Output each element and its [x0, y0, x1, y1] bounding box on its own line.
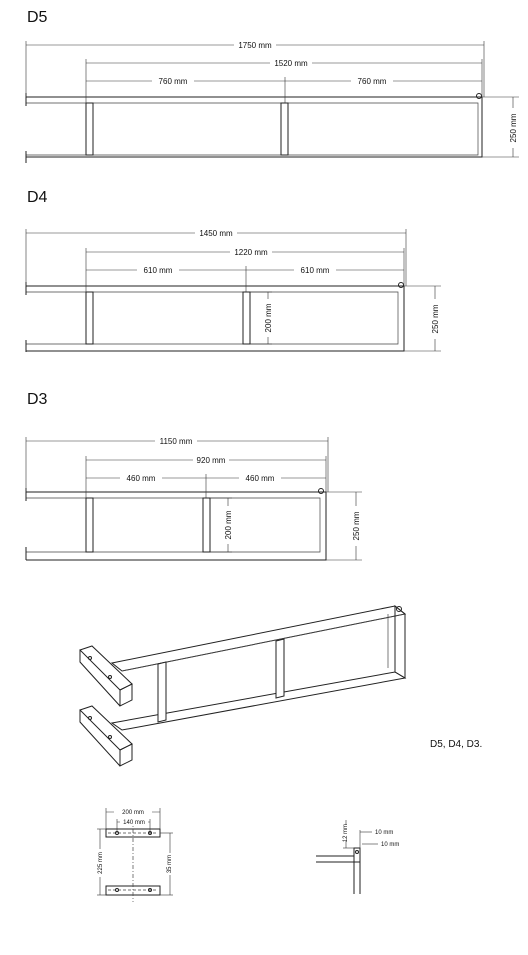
d3-half-right: 460 mm — [245, 474, 275, 483]
d3-post-middle — [203, 498, 210, 552]
d4-drawing — [26, 189, 441, 352]
bracket-detail — [96, 808, 174, 902]
d5-bolt — [477, 94, 482, 99]
d3-bolt — [319, 489, 324, 494]
perspective-post-middle — [276, 639, 284, 698]
d4-total-length: 1450 mm — [199, 229, 233, 238]
d4-height: 250 mm — [431, 304, 440, 334]
perspective-view — [80, 606, 482, 766]
perspective-caption: D5, D4, D3. — [430, 739, 483, 750]
perspective-post-left — [158, 662, 166, 722]
d4-title: D4 — [27, 189, 48, 206]
d5-half-right: 760 mm — [357, 77, 387, 86]
d4-inner-height: 200 mm — [264, 303, 273, 333]
d4-half-left: 610 mm — [143, 266, 173, 275]
profile-detail — [316, 820, 399, 894]
d3-drawing — [26, 391, 362, 560]
profile-wall-side: 10 mm — [381, 842, 400, 848]
d4-post-left — [86, 292, 93, 344]
d5-inner-length: 1520 mm — [274, 59, 308, 68]
d4-inner-length: 1220 mm — [234, 248, 268, 257]
profile-wall-top: 10 mm — [375, 830, 394, 836]
d3-total-length: 1150 mm — [159, 437, 193, 446]
d5-half-left: 760 mm — [158, 77, 188, 86]
profile-depth: 12 mm — [343, 823, 349, 843]
d4-frame — [26, 286, 404, 351]
d3-post-left — [86, 498, 93, 552]
d3-inner-height: 200 mm — [224, 510, 233, 540]
d3-inner-length: 920 mm — [196, 456, 226, 465]
rail-bottom — [112, 672, 405, 730]
d4-bolt — [399, 283, 404, 288]
d5-post-left — [86, 103, 93, 155]
d3-height: 250 mm — [352, 511, 361, 541]
d3-frame — [26, 492, 326, 560]
d3-title: D3 — [27, 391, 48, 408]
d5-title: D5 — [27, 9, 48, 26]
d4-half-right: 610 mm — [300, 266, 330, 275]
d5-post-middle — [281, 103, 288, 155]
d3-half-left: 460 mm — [126, 474, 156, 483]
d5-drawing — [26, 9, 519, 163]
d5-total-length: 1750 mm — [238, 41, 272, 50]
bracket-top — [80, 646, 132, 690]
bracket-hole-offset: 35 mm — [167, 854, 173, 874]
bracket-width: 200 mm — [122, 810, 144, 816]
bracket-hole-spacing: 140 mm — [123, 820, 145, 826]
d5-height: 250 mm — [509, 113, 518, 143]
bracket-height: 225 mm — [98, 852, 104, 874]
rail-top — [112, 606, 405, 671]
rail-end-post — [395, 606, 405, 678]
d4-post-middle — [243, 292, 250, 344]
bracket-bottom — [80, 706, 132, 750]
d5-frame — [26, 97, 482, 157]
